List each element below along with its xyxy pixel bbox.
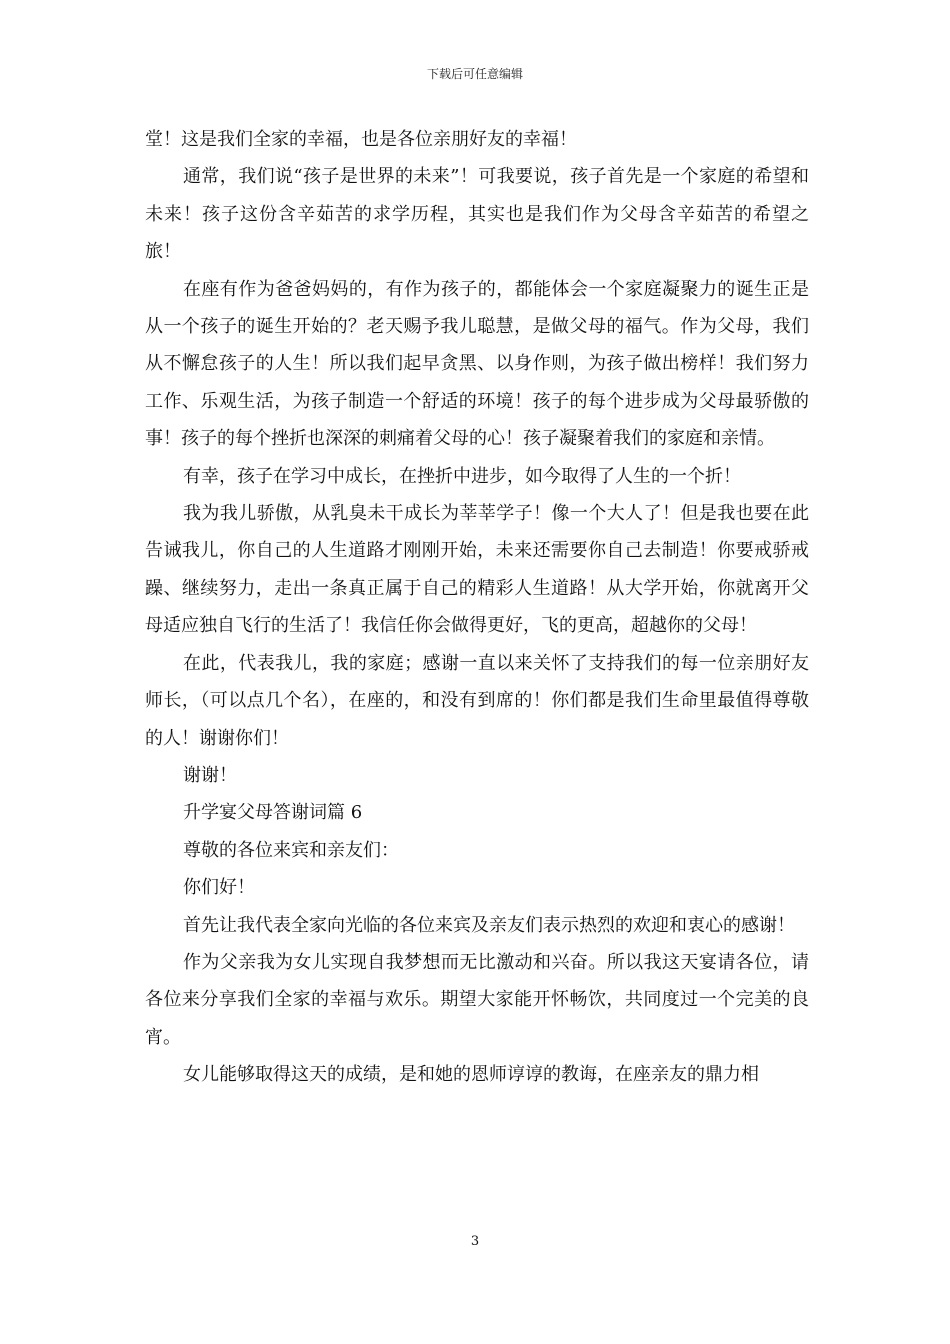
paragraph-1: 堂！这是我们全家的幸福，也是各位亲朋好友的幸福！: [145, 129, 577, 150]
paragraph-6: 在此，代表我儿，我的家庭；感谢一直以来关怀了支持我们的每一位亲朋好友师长，（可以点几个名），在座的，和没有到席的！你们都是我们生命里最值得尊敬的人！谢谢你们！: [145, 652, 809, 749]
page-number: 3: [470, 1234, 480, 1249]
paragraph-5: 我为我儿骄傲，从乳臭未干成长为莘莘学子！像一个大人了！但是我也要在此告诫我儿，你自己的人生道路才刚刚开始，未来还需要你自己去制造！你要戒骄戒躁、继续努力，走出一条真正属于自己的精彩人生道路！从大学开始，你就离开父母适应独自飞行的生活了！我信任你会做得更好，飞的更高，超越你的父母！: [145, 503, 809, 637]
paragraph-7: 谢谢！: [183, 764, 237, 786]
paragraph-13: 女儿能够取得这天的成绩，是和她的恩师谆谆的教诲，在座亲友的鼎力相: [183, 1064, 759, 1086]
document-body: [145, 121, 809, 1094]
paragraph-4: 有幸，孩子在学习中成长，在挫折中进步，如今取得了人生的一个折！: [183, 465, 741, 487]
section-heading: 升学宴父母答谢词篇 6: [183, 802, 363, 824]
salutation: 尊敬的各位来宾和亲友们：: [183, 839, 399, 861]
paragraph-3: 在座有作为爸爸妈妈的，有作为孩子的，都能体会一个家庭凝聚力的诞生正是从一个孩子的诞生开始的？老天赐予我儿聪慧，是做父母的福气。作为父母，我们从不懈怠孩子的人生！所以我们起早贪黑、以身作则，为孩子做出榜样！我们努力工作、乐观生活，为孩子制造一个舒适的环境！孩子的每个进步成为父母最骄傲的事！孩子的每个挫折也深深的刺痛着父母的心！孩子凝聚着我们的家庭和亲情。: [145, 278, 809, 450]
page-header: 下载后可任意编辑: [426, 67, 523, 81]
paragraph-2: 通常，我们说“孩子是世界的未来”！可我要说，孩子首先是一个家庭的希望和未来！孩子这份含辛茹苦的求学历程，其实也是我们作为父母含辛茹苦的希望之旅！: [145, 166, 809, 263]
paragraph-12: 作为父亲我为女儿实现自我梦想而无比激动和兴奋。所以我这天宴请各位，请各位来分享我们全家的幸福与欢乐。期望大家能开怀畅饮，共同度过一个完美的良宵。: [145, 951, 809, 1048]
paragraph-11: 首先让我代表全家向光临的各位来宾及亲友们表示热烈的欢迎和衷心的感谢！: [183, 914, 795, 936]
greeting: 你们好！: [183, 877, 255, 899]
